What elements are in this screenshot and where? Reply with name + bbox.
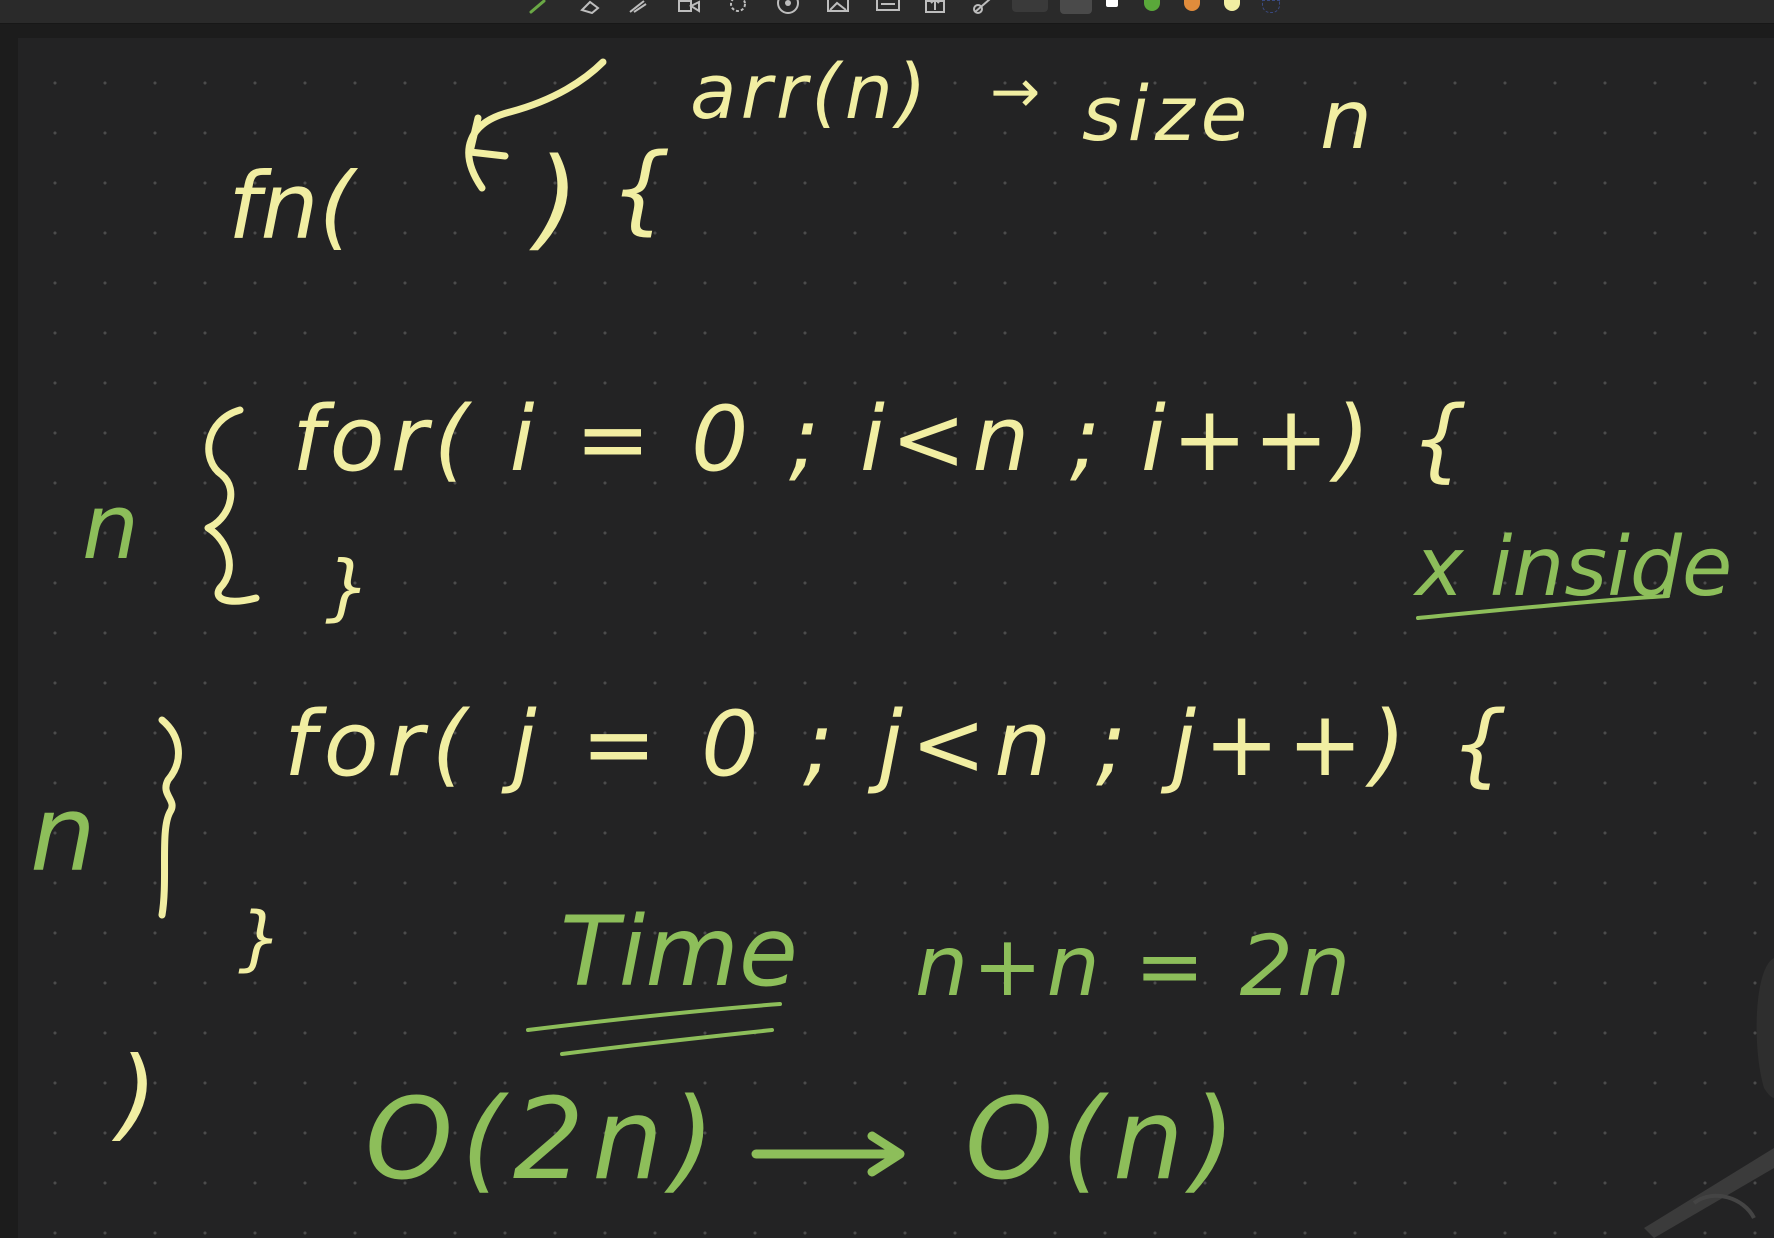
color-swatch-orange[interactable]	[1184, 0, 1200, 11]
loop1-close-text: }	[325, 545, 371, 629]
array-note-text: arr(n)	[690, 47, 931, 136]
drawing-canvas[interactable]	[18, 38, 1774, 1238]
loop1-label-text: n	[82, 475, 140, 580]
shapes-icon[interactable]	[726, 0, 750, 14]
annotation-text: x inside	[1415, 520, 1733, 615]
keyboard-icon[interactable]	[874, 0, 902, 14]
export-icon[interactable]	[922, 0, 948, 14]
color-swatch-custom[interactable]	[1262, 0, 1280, 13]
pen-icon[interactable]	[528, 0, 548, 14]
stroke-width-selected[interactable]	[1060, 0, 1092, 14]
loop2-code-text: for( j = 0 ; j<n ; j++) {	[284, 692, 1516, 797]
drawing-toolbar	[0, 0, 1774, 24]
color-swatch-white[interactable]	[1106, 0, 1118, 7]
microphone-arm-image	[1604, 898, 1774, 1238]
stroke-width-picker[interactable]	[1012, 0, 1048, 12]
color-swatch-yellow[interactable]	[1224, 0, 1240, 11]
time-sum-text: n+n = 2n	[915, 917, 1355, 1015]
star-icon[interactable]	[774, 0, 802, 14]
complexity-to-text: O(n)	[965, 1075, 1244, 1205]
size-var-text: n	[1320, 73, 1372, 168]
lasso-icon[interactable]	[676, 0, 702, 14]
loop2-close-text: }	[238, 897, 283, 979]
fn-close-paren-text: )	[536, 134, 579, 262]
time-heading-text: Time	[560, 896, 798, 1008]
loop1-code-text: for( i = 0 ; i<n ; i++) {	[292, 387, 1474, 492]
fn-signature-text: fn(	[228, 153, 355, 260]
loop2-label-text: n	[30, 773, 96, 895]
fn-close-text: )	[118, 1035, 158, 1152]
link-icon[interactable]	[970, 0, 996, 14]
size-note-text: size	[1082, 69, 1254, 158]
eraser-icon[interactable]	[578, 0, 602, 14]
color-swatch-green[interactable]	[1144, 0, 1160, 11]
image-icon[interactable]	[825, 0, 851, 14]
array-arrow-text: →	[990, 57, 1041, 127]
fn-open-brace-text: {	[610, 133, 672, 245]
highlighter-icon[interactable]	[626, 0, 650, 14]
complexity-from-text: O(2n)	[365, 1075, 723, 1205]
